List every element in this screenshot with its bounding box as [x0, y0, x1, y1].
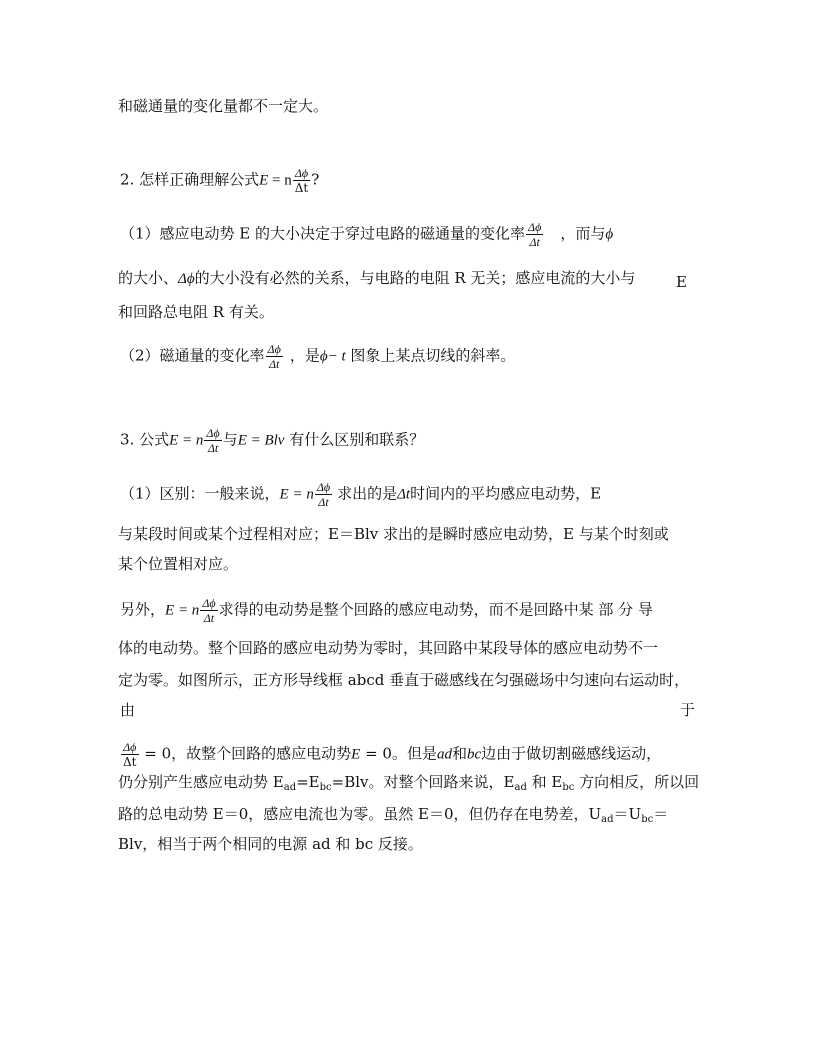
formula-symbol: E — [351, 746, 361, 763]
text: 方向相反，所以回 — [574, 773, 700, 791]
text: 某个位置相对应。 — [118, 555, 239, 573]
formula-symbol: E — [259, 172, 269, 189]
subscript: bc — [319, 782, 332, 793]
section-number: 3. — [120, 430, 135, 449]
text: ＝ — [653, 805, 669, 823]
text: ，而与 — [560, 224, 606, 243]
formula-symbol: ϕ− t — [319, 348, 346, 365]
fraction-numerator: Δϕ — [316, 480, 331, 494]
subscript: ad — [601, 814, 614, 825]
fraction-numerator: Δϕ — [267, 342, 281, 356]
fraction-numerator: Δϕ — [294, 166, 309, 180]
text: 公式 — [139, 430, 170, 449]
text: 和磁通量的变化量都不一定大。 — [118, 97, 329, 115]
text: 有什么区别和联系？ — [289, 430, 425, 449]
formula-text: = n — [288, 486, 314, 503]
text: 边由于做切割磁感线运动， — [481, 744, 662, 763]
fraction-denominator: Δt — [318, 495, 329, 509]
fraction — [266, 342, 283, 371]
fraction-denominator: Δt — [207, 441, 219, 455]
text: =E — [296, 773, 320, 791]
formula-symbol: E — [169, 432, 179, 449]
text-line — [118, 302, 274, 322]
text-line — [118, 804, 668, 824]
section-heading-2 — [120, 166, 319, 195]
text: ，是 — [289, 346, 320, 365]
fraction-denominator: Δt — [268, 357, 280, 371]
text-line — [118, 96, 328, 116]
text-line — [118, 670, 689, 690]
fraction-numerator: Δϕ — [528, 220, 542, 234]
text: Blv，相当于两个相同的电源 ad 和 bc 反接。 — [118, 835, 423, 853]
text-line — [118, 554, 238, 574]
formula-symbol: Δϕ — [178, 271, 195, 287]
text: 路的总电动势 E＝0，感应电流也为零。虽然 E＝0，但仍存在电势差，U — [118, 805, 602, 823]
text: 由 — [120, 701, 136, 719]
formula-symbol: E — [279, 486, 289, 503]
fraction-denominator: Δt — [294, 181, 309, 195]
fraction — [315, 480, 332, 509]
text: 怎样正确理解公式 — [139, 170, 260, 189]
fraction-numerator: Δϕ — [202, 596, 216, 610]
fraction — [121, 740, 139, 769]
subscript: bc — [562, 782, 575, 793]
text: 和 — [451, 744, 467, 763]
text: 图象上某点切线的斜率。 — [345, 346, 516, 365]
fraction — [204, 426, 221, 455]
text: 和回路总电阻 R 有关。 — [118, 303, 274, 321]
formula-symbol: bc — [467, 746, 482, 763]
text: 和 E — [526, 773, 563, 791]
fraction — [526, 220, 543, 249]
fraction-denominator: Δt — [529, 235, 540, 249]
text: 求出的是 — [337, 484, 398, 503]
fraction-numerator: Δϕ — [206, 426, 220, 440]
text-line — [118, 524, 669, 544]
text: 体的电动势。整个回路的感应电动势为零时，其回路中某段导体的感应电动势不一 — [118, 639, 659, 657]
text-line — [120, 220, 613, 249]
subscript: ad — [283, 782, 297, 793]
text-line — [118, 638, 658, 658]
formula-text: = n — [268, 172, 292, 189]
fraction — [293, 166, 311, 195]
text: =Blv。对整个回路来说，E — [331, 773, 515, 791]
text-line — [120, 596, 653, 625]
formula-symbol: E — [237, 432, 247, 449]
text-line — [120, 480, 601, 509]
text-line — [118, 268, 635, 289]
formula-text: = n — [178, 432, 204, 449]
formula-symbol: ad — [436, 746, 452, 763]
text: 的大小没有必然的关系，与电路的电阻 R 无关；感应电流的大小与 — [194, 269, 636, 287]
text: 于 — [680, 701, 696, 719]
text: = 0。但是 — [360, 744, 437, 763]
fraction-denominator: Δt — [203, 611, 215, 625]
fraction — [200, 596, 217, 625]
formula-symbol: ϕ — [605, 226, 614, 243]
text-line — [120, 342, 515, 371]
text-line — [120, 740, 661, 769]
text: （2）磁通量的变化率 — [120, 346, 265, 365]
section-number: 2. — [120, 170, 135, 189]
text: （1）感应电动势 E 的大小决定于穿过电路的磁通量的变化率 — [120, 224, 526, 243]
subscript: ad — [514, 782, 527, 793]
text-line — [118, 772, 699, 792]
text: 求得的电动势是整个回路的感应电动势，而不是回路中某 部 分 导 — [218, 600, 653, 619]
fraction-denominator: Δt — [123, 755, 137, 769]
text-line — [680, 700, 695, 720]
section-heading-3 — [120, 426, 424, 455]
text: ? — [311, 170, 320, 189]
text: = 0，故整个回路的感应电动势 — [139, 744, 352, 763]
formula-text: = Blv — [246, 432, 285, 449]
subscript: bc — [641, 814, 654, 825]
text: 与 — [222, 430, 238, 449]
text-line — [120, 700, 135, 720]
text: 时间内的平均感应电动势，E — [410, 484, 602, 503]
fraction-numerator: Δϕ — [123, 740, 137, 754]
text-line — [118, 834, 423, 854]
text: 定为零。如图所示，正方形导线框 abcd 垂直于磁感线在匀强磁场中匀速向右运动时， — [118, 671, 690, 689]
text: 的大小、 — [118, 269, 179, 287]
text: （1）区别：一般来说， — [120, 484, 280, 503]
formula-symbol: E — [165, 602, 175, 619]
text: E — [676, 273, 687, 291]
text: 仍分别产生感应电动势 E — [118, 773, 284, 791]
formula-symbol: Δt — [397, 486, 411, 503]
text-line — [676, 272, 687, 292]
formula-text: = n — [174, 602, 200, 619]
text: ＝U — [613, 805, 642, 823]
text: 与某段时间或某个过程相对应；E＝Blv 求出的是瞬时感应电动势，E 与某个时刻或 — [118, 525, 669, 543]
text: 另外， — [120, 600, 166, 619]
